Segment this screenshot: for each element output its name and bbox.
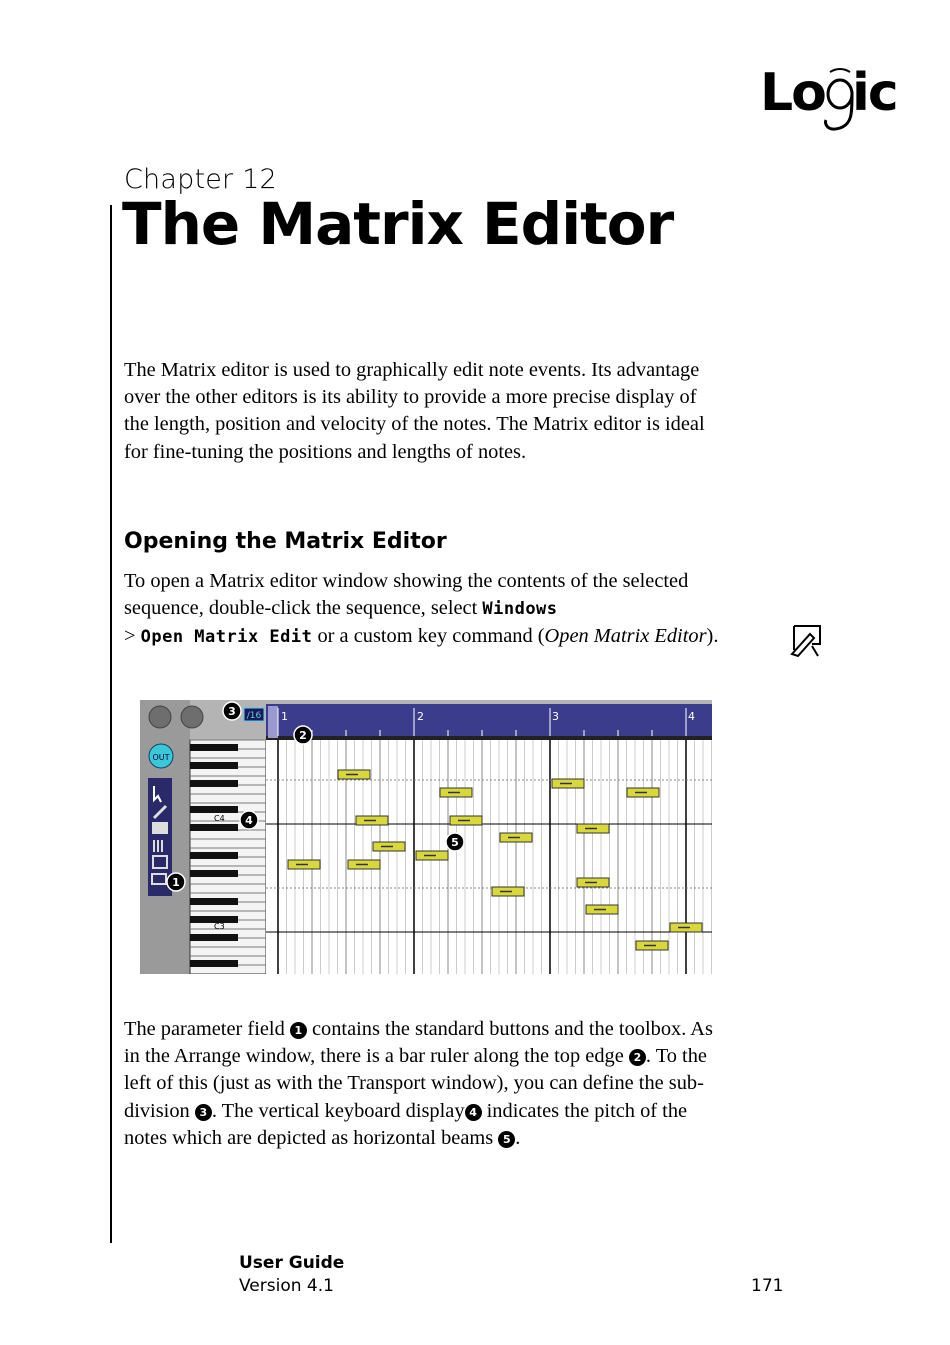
bar-label-1: 1 (281, 710, 288, 723)
eraser-tool-icon (152, 822, 168, 834)
callout-marker-3: 3 (195, 1104, 212, 1121)
param-text-1: The parameter field (124, 1018, 290, 1040)
opening-text-1: To open a Matrix editor window showing the contents of the selected sequence, double-click the sequence, select (124, 570, 689, 620)
svg-text:ic: ic (852, 63, 897, 123)
key-command-name: Open Matrix Editor (544, 625, 707, 648)
note-pencil-icon (788, 622, 826, 660)
screenshot-marker-label-2: 2 (299, 729, 307, 742)
bar-label-2: 2 (417, 710, 424, 723)
menu-open-matrix-edit: Open Matrix Edit (140, 627, 313, 648)
opening-text-4: ). (706, 625, 719, 648)
chapter-title: The Matrix Editor (122, 190, 674, 258)
opening-paragraph (124, 568, 724, 652)
bar-label-4: 4 (688, 710, 695, 723)
section-heading: Opening the Matrix Editor (124, 529, 447, 554)
logic-logo (760, 62, 925, 134)
intro-paragraph: The Matrix editor is used to graphically edit note events. Its advantage over the other editors is its ability to provide a more precise display of the length, position and velocity of the notes. The Matrix editor is ideal for fine-tuning the positions and lengths of notes. (124, 359, 705, 463)
screenshot-marker-label-4: 4 (245, 814, 253, 827)
footer-guide: User Guide (239, 1253, 345, 1273)
opening-text-2: > (124, 625, 141, 648)
matrix-editor-screenshot (140, 700, 712, 974)
param-text-4: . The vertical keyboard display (211, 1099, 465, 1122)
walk-icon (149, 706, 171, 728)
division-value: /16 (246, 711, 262, 721)
param-text-6: . (515, 1126, 521, 1149)
param-text-3: . To the left of this (just as with the Transport window), you can define the sub-division (124, 1045, 707, 1122)
svg-text:Lo: Lo (760, 63, 825, 123)
bar-label-3: 3 (552, 710, 559, 723)
screenshot-marker-label-1: 1 (172, 876, 180, 889)
screenshot-marker-label-3: 3 (228, 705, 236, 718)
chapter-label: Chapter 12 (124, 164, 277, 195)
callout-marker-4: 4 (465, 1104, 482, 1121)
footer-version: Version 4.1 (239, 1276, 334, 1296)
out-label: OUT (152, 753, 170, 762)
param-text-5: indicates the pitch of the notes which are depicted as horizontal beams (124, 1099, 688, 1149)
keyboard-display (190, 740, 266, 974)
param-text-2: contains the standard buttons and the toolbox. As in the Arrange window, there is a bar ruler along the top edge (124, 1018, 713, 1068)
callout-marker-2: 2 (629, 1049, 646, 1066)
callout-marker-1: 1 (290, 1022, 307, 1039)
screenshot-marker-label-5: 5 (451, 836, 459, 849)
page-number: 171 (751, 1276, 784, 1296)
left-rule (110, 205, 112, 1243)
callout-marker-5: 5 (498, 1131, 515, 1148)
parameter-paragraph (124, 1016, 724, 1152)
note-grid (266, 740, 712, 974)
opening-text-3: or a custom key command ( (312, 625, 545, 648)
key-label-c3: C3 (214, 922, 225, 931)
menu-windows: Windows (482, 599, 558, 620)
bar-ruler (266, 704, 712, 740)
catch-icon (181, 706, 203, 728)
key-label-c4: C4 (214, 814, 225, 823)
